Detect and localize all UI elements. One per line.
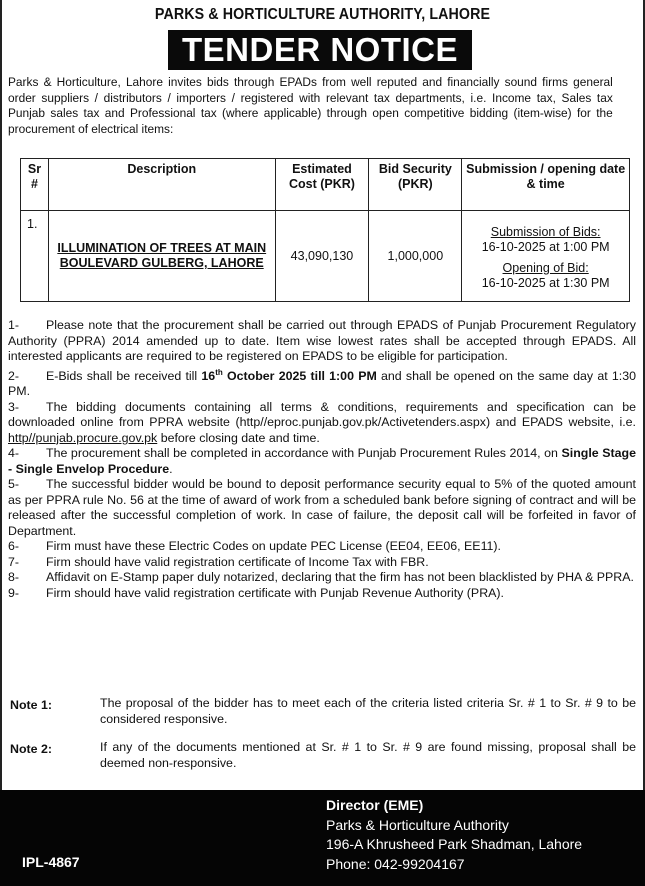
header-description: Description bbox=[48, 159, 275, 211]
cell-dates bbox=[462, 211, 630, 302]
condition-text: E-Bids shall be received till bbox=[46, 368, 202, 383]
condition-3 bbox=[8, 400, 636, 447]
condition-number: 4- bbox=[8, 446, 20, 461]
epads-website-link[interactable]: http//punjab.procure.gov.pk bbox=[8, 430, 158, 445]
condition-text: before closing date and time. bbox=[157, 430, 320, 445]
condition-text: Firm should have valid registration certificate of Income Tax with FBR. bbox=[46, 554, 429, 569]
cell-estimated-cost: 43,090,130 bbox=[275, 211, 369, 302]
deadline-day-suffix: th bbox=[215, 367, 223, 377]
header-dates: Submission / opening date & time bbox=[462, 159, 630, 211]
condition-number: 9- bbox=[8, 585, 20, 600]
deadline-date bbox=[201, 369, 376, 383]
condition-text: The bidding documents containing all terms & conditions, requirements and specification can be downloaded online from PPRA website (http//eproc.punjab.gov.pk/Activetenders.aspx) and EPADS website, i.e. bbox=[8, 399, 636, 430]
opening-label: Opening of Bid: bbox=[502, 261, 589, 275]
note-label: Note 2: bbox=[10, 742, 52, 756]
intro-paragraph: Parks & Horticulture, Lahore invites bids through EPADs from well reputed and financially sound firms general order suppliers / distributors / importers / registered with relevant tax departments, i.e. Income tax, Sales tax Punjab sales tax and Professional tax (where applicable) through open competitive bidding (item-wise) for the procurement of electrical items: bbox=[8, 75, 613, 136]
condition-number: 3- bbox=[8, 399, 20, 414]
header-estimated-cost: Estimated Cost (PKR) bbox=[275, 159, 369, 211]
condition-7 bbox=[8, 555, 636, 571]
condition-text: . bbox=[169, 461, 173, 476]
authority-heading: PARKS & HORTICULTURE AUTHORITY, LAHORE bbox=[154, 6, 491, 23]
signatory-org: Parks & Horticulture Authority bbox=[326, 816, 509, 833]
condition-6 bbox=[8, 539, 636, 555]
header-sr: Sr # bbox=[21, 159, 49, 211]
condition-text: Firm should have valid registration certificate with Punjab Revenue Authority (PRA). bbox=[46, 585, 504, 600]
ipl-reference: IPL-4867 bbox=[22, 854, 80, 870]
header-bid-security: Bid Security (PKR) bbox=[369, 159, 462, 211]
condition-number: 6- bbox=[8, 539, 20, 554]
footer-band bbox=[0, 790, 645, 886]
submission-label: Submission of Bids: bbox=[490, 225, 601, 239]
condition-2 bbox=[8, 365, 636, 400]
table-header-row bbox=[21, 159, 630, 211]
note-label: Note 1: bbox=[10, 698, 52, 712]
condition-number: 7- bbox=[8, 554, 20, 569]
cell-bid-security: 1,000,000 bbox=[369, 211, 462, 302]
condition-8 bbox=[8, 570, 636, 586]
condition-text: Firm must have these Electric Codes on update PEC License (EE04, EE06, EE11). bbox=[46, 539, 502, 554]
conditions-list bbox=[8, 318, 636, 601]
condition-text: Please note that the procurement shall be carried out through EPADS of Punjab Procurement Regulatory Authority (PPRA) 2014 amended up to date. Item wise lowest rates shall be accepted through EPADS. All interested applicants are required to be registered on EPADS to be eligible for participation. bbox=[8, 318, 636, 363]
submission-value: 16-10-2025 at 1:00 PM bbox=[481, 240, 610, 254]
condition-number: 5- bbox=[8, 477, 20, 492]
note-2 bbox=[10, 739, 636, 771]
condition-5 bbox=[8, 477, 636, 539]
deadline-day: 16 bbox=[201, 368, 216, 383]
procedure-name: Single Stage - Single Envelop Procedure bbox=[8, 446, 636, 476]
condition-text: The procurement shall be completed in accordance with Punjab Procurement Rules 2014, on bbox=[46, 446, 562, 461]
condition-text: and shall be opened on the same day at 1:30 PM. bbox=[8, 368, 636, 399]
deadline-rest: October 2025 till 1:00 PM bbox=[222, 368, 377, 383]
condition-4 bbox=[8, 446, 636, 477]
note-1 bbox=[10, 695, 636, 727]
cell-sr: 1. bbox=[21, 211, 49, 302]
condition-text: Affidavit on E-Stamp paper duly notarized, declaring that the firm has not been blacklisted by PHA & PPRA. bbox=[46, 570, 634, 585]
condition-number: 1- bbox=[8, 318, 20, 332]
tender-table bbox=[20, 158, 630, 302]
table-row bbox=[21, 211, 630, 302]
note-text: If any of the documents mentioned at Sr. # 1 to Sr. # 9 are found missing, proposal shall be deemed non-responsive. bbox=[100, 740, 636, 770]
note-text: The proposal of the bidder has to meet each of the criteria listed criteria Sr. # 1 to Sr. # 9 to be considered responsive. bbox=[100, 696, 636, 726]
signatory-phone: Phone: 042-99204167 bbox=[326, 855, 465, 872]
signatory-title: Director (EME) bbox=[326, 797, 424, 813]
condition-9 bbox=[8, 586, 636, 602]
condition-1 bbox=[8, 318, 636, 365]
condition-number: 2- bbox=[8, 368, 20, 383]
cell-description: ILLUMINATION OF TREES AT MAIN BOULEVARD GULBERG, LAHORE bbox=[48, 211, 275, 302]
opening-value: 16-10-2025 at 1:30 PM bbox=[481, 276, 610, 290]
signatory-address: 196-A Khrusheed Park Shadman, Lahore bbox=[326, 836, 583, 852]
signature-block bbox=[326, 796, 582, 874]
condition-text: The successful bidder would be bound to deposit performance security equal to 5% of the quoted amount as per PPRA rule No. 56 at the time of award of work from a scheduled bank before signing of contract and will be released after the successful completion of work. In case of failure, the deposit call will be forfeited in favor of Department. bbox=[8, 477, 636, 538]
notes-section bbox=[10, 695, 636, 783]
condition-number: 8- bbox=[8, 570, 20, 585]
tender-notice-title: TENDER NOTICE bbox=[168, 30, 472, 70]
